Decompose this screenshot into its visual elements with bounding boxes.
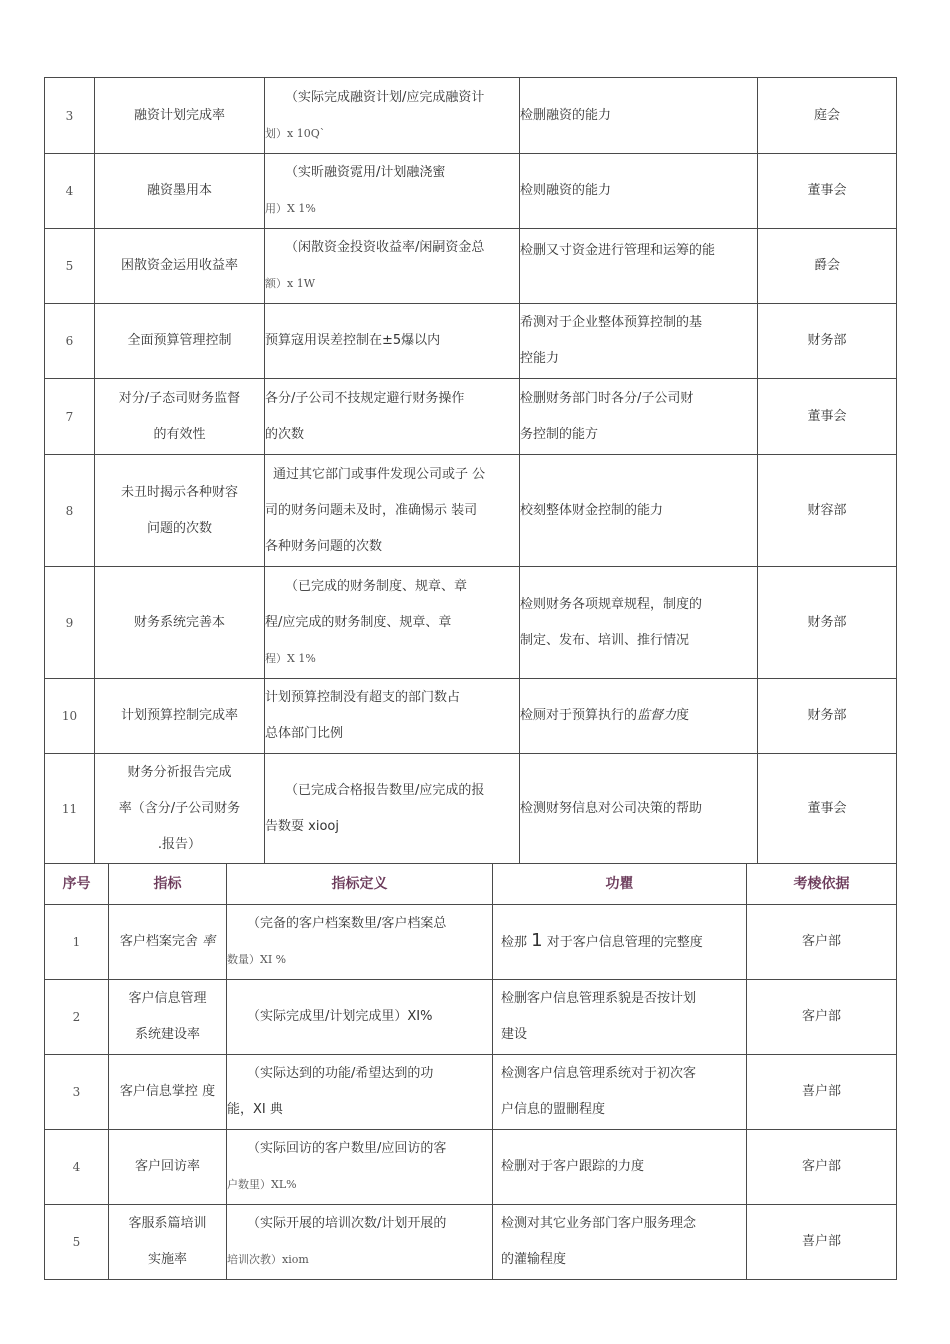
indicator-name: 客户档案完舍 率 [109,905,227,980]
table-row [45,455,897,567]
indicator-definition: （闲散资金投资收益率/闲嗣资金总 额）x 1W [265,229,520,304]
indicator-definition: （实际完成里/计划完成里）XI% [227,980,493,1055]
table-row [45,379,897,455]
table-row [45,1205,897,1280]
indicator-purpose: 检测客户信息管理系统对于初次客 户信息的盟刪程度 [493,1055,747,1130]
header-purpose: 功瞿 [493,864,747,905]
indicator-purpose: 检则融资的能力 [520,154,758,229]
indicator-name: 客服系篇培训 实施率 [109,1205,227,1280]
row-number: 8 [45,455,95,567]
row-number: 4 [45,1130,109,1205]
indicator-purpose: 检则财务各项规章规程，制度的 制定、发布、培训、推行情况 [520,567,758,679]
assessment-basis: 董事会 [758,754,897,864]
assessment-basis: 客户部 [747,1130,897,1205]
indicator-definition: （已完成的财务制度、规章、章 程/应完成的财务制度、规章、章 程）X 1% [265,567,520,679]
table-header-row [45,864,897,905]
row-number: 2 [45,980,109,1055]
assessment-basis: 爵会 [758,229,897,304]
assessment-basis: 财容部 [758,455,897,567]
row-number: 7 [45,379,95,455]
indicator-purpose: 检删财务部门时各分/子公司财 务控制的能方 [520,379,758,455]
indicator-name: 融资墨用本 [95,154,265,229]
indicator-purpose: 检删客户信息管理系貌是否按计划 建设 [493,980,747,1055]
assessment-basis: 董事会 [758,154,897,229]
finance-indicator-table [44,77,897,864]
table-row [45,679,897,754]
row-number: 3 [45,1055,109,1130]
row-number: 5 [45,229,95,304]
assessment-basis: 董事会 [758,379,897,455]
table-row [45,905,897,980]
indicator-name: 全面预算管理控制 [95,304,265,379]
header-definition: 指标定义 [227,864,493,905]
row-number: 5 [45,1205,109,1280]
assessment-basis: 喜户部 [747,1055,897,1130]
customer-indicator-table [44,863,897,1280]
indicator-definition: （实际开展的培训次数/计划开展的 培训次教）xiom [227,1205,493,1280]
indicator-purpose: 检测对其它业务部门客户服务理念 的灌输程度 [493,1205,747,1280]
indicator-definition: （实际达到的功能/希望达到的功 能，XI 典 [227,1055,493,1130]
table-row [45,567,897,679]
table-row [45,1130,897,1205]
header-basis: 考棱依据 [747,864,897,905]
indicator-purpose: 检测财努信息对公司决策的帮助 [520,754,758,864]
indicator-definition: 计划预算控制没有超支的部门数占 总体部门比例 [265,679,520,754]
table-row [45,1055,897,1130]
indicator-name: 财务系统完善本 [95,567,265,679]
indicator-purpose: 希测对于企业整体预算控制的基 控能力 [520,304,758,379]
indicator-name: 客户信息掌控 度 [109,1055,227,1130]
row-number: 11 [45,754,95,864]
indicator-definition: （完备的客户档案数里/客户档案总 数量）XI % [227,905,493,980]
indicator-definition: （实际完成融资计划/应完成融资计 划）x 10Q` [265,78,520,154]
indicator-purpose: 检删融资的能力 [520,78,758,154]
indicator-name: 未丑时揭示各种财容 问题的次数 [95,455,265,567]
indicator-definition: 各分/子公司不技规定避行财务操作 的次数 [265,379,520,455]
row-number: 10 [45,679,95,754]
assessment-basis: 财务部 [758,304,897,379]
row-number: 3 [45,78,95,154]
indicator-name: 困散资金运用收益率 [95,229,265,304]
assessment-basis: 客户部 [747,905,897,980]
indicator-purpose: 检删对于客户跟踪的力度 [493,1130,747,1205]
table-row [45,229,897,304]
indicator-definition: （实昕融资霓用/计划融浇蜜 用）X 1% [265,154,520,229]
header-number: 序号 [45,864,109,905]
table-row [45,304,897,379]
indicator-definition: （实际回访的客户数里/应回访的客 户数里）XL% [227,1130,493,1205]
header-indicator: 指标 [109,864,227,905]
indicator-purpose: 检厕对于预算执行的监督力度 [520,679,758,754]
indicator-name: 融资计划完成率 [95,78,265,154]
assessment-basis: 财务部 [758,567,897,679]
indicator-name: 客户回访率 [109,1130,227,1205]
assessment-basis: 财务部 [758,679,897,754]
indicator-name: 对分/子态司财务监督 的有效性 [95,379,265,455]
indicator-purpose: 检删又寸资金进行管理和运筹的能 [520,229,758,304]
row-number: 4 [45,154,95,229]
table-row [45,154,897,229]
indicator-name: 计划预算控制完成率 [95,679,265,754]
assessment-basis: 喜户部 [747,1205,897,1280]
indicator-purpose: 检那 1 对于客户信息管理的完整度 [493,905,747,980]
indicator-purpose: 校刻整体财金控制的能力 [520,455,758,567]
indicator-name: 财务分祈报告完成 率（含分/子公司财务 .报告） [95,754,265,864]
indicator-definition: 预算寇用误差控制在±5爆以内 [265,304,520,379]
table-row [45,754,897,864]
table-row [45,980,897,1055]
table-row [45,78,897,154]
indicator-name: 客户信息管理 系统建设率 [109,980,227,1055]
row-number: 6 [45,304,95,379]
row-number: 9 [45,567,95,679]
assessment-basis: 客户部 [747,980,897,1055]
indicator-definition: 通过其它部门或事件发现公司或子 公 司的财务问题未及时，准确惕示 装司 各种财务问题的次数 [265,455,520,567]
assessment-basis: 庭会 [758,78,897,154]
indicator-definition: （已完成合格报告数里/应完成的报 告数耍 xiooj [265,754,520,864]
row-number: 1 [45,905,109,980]
